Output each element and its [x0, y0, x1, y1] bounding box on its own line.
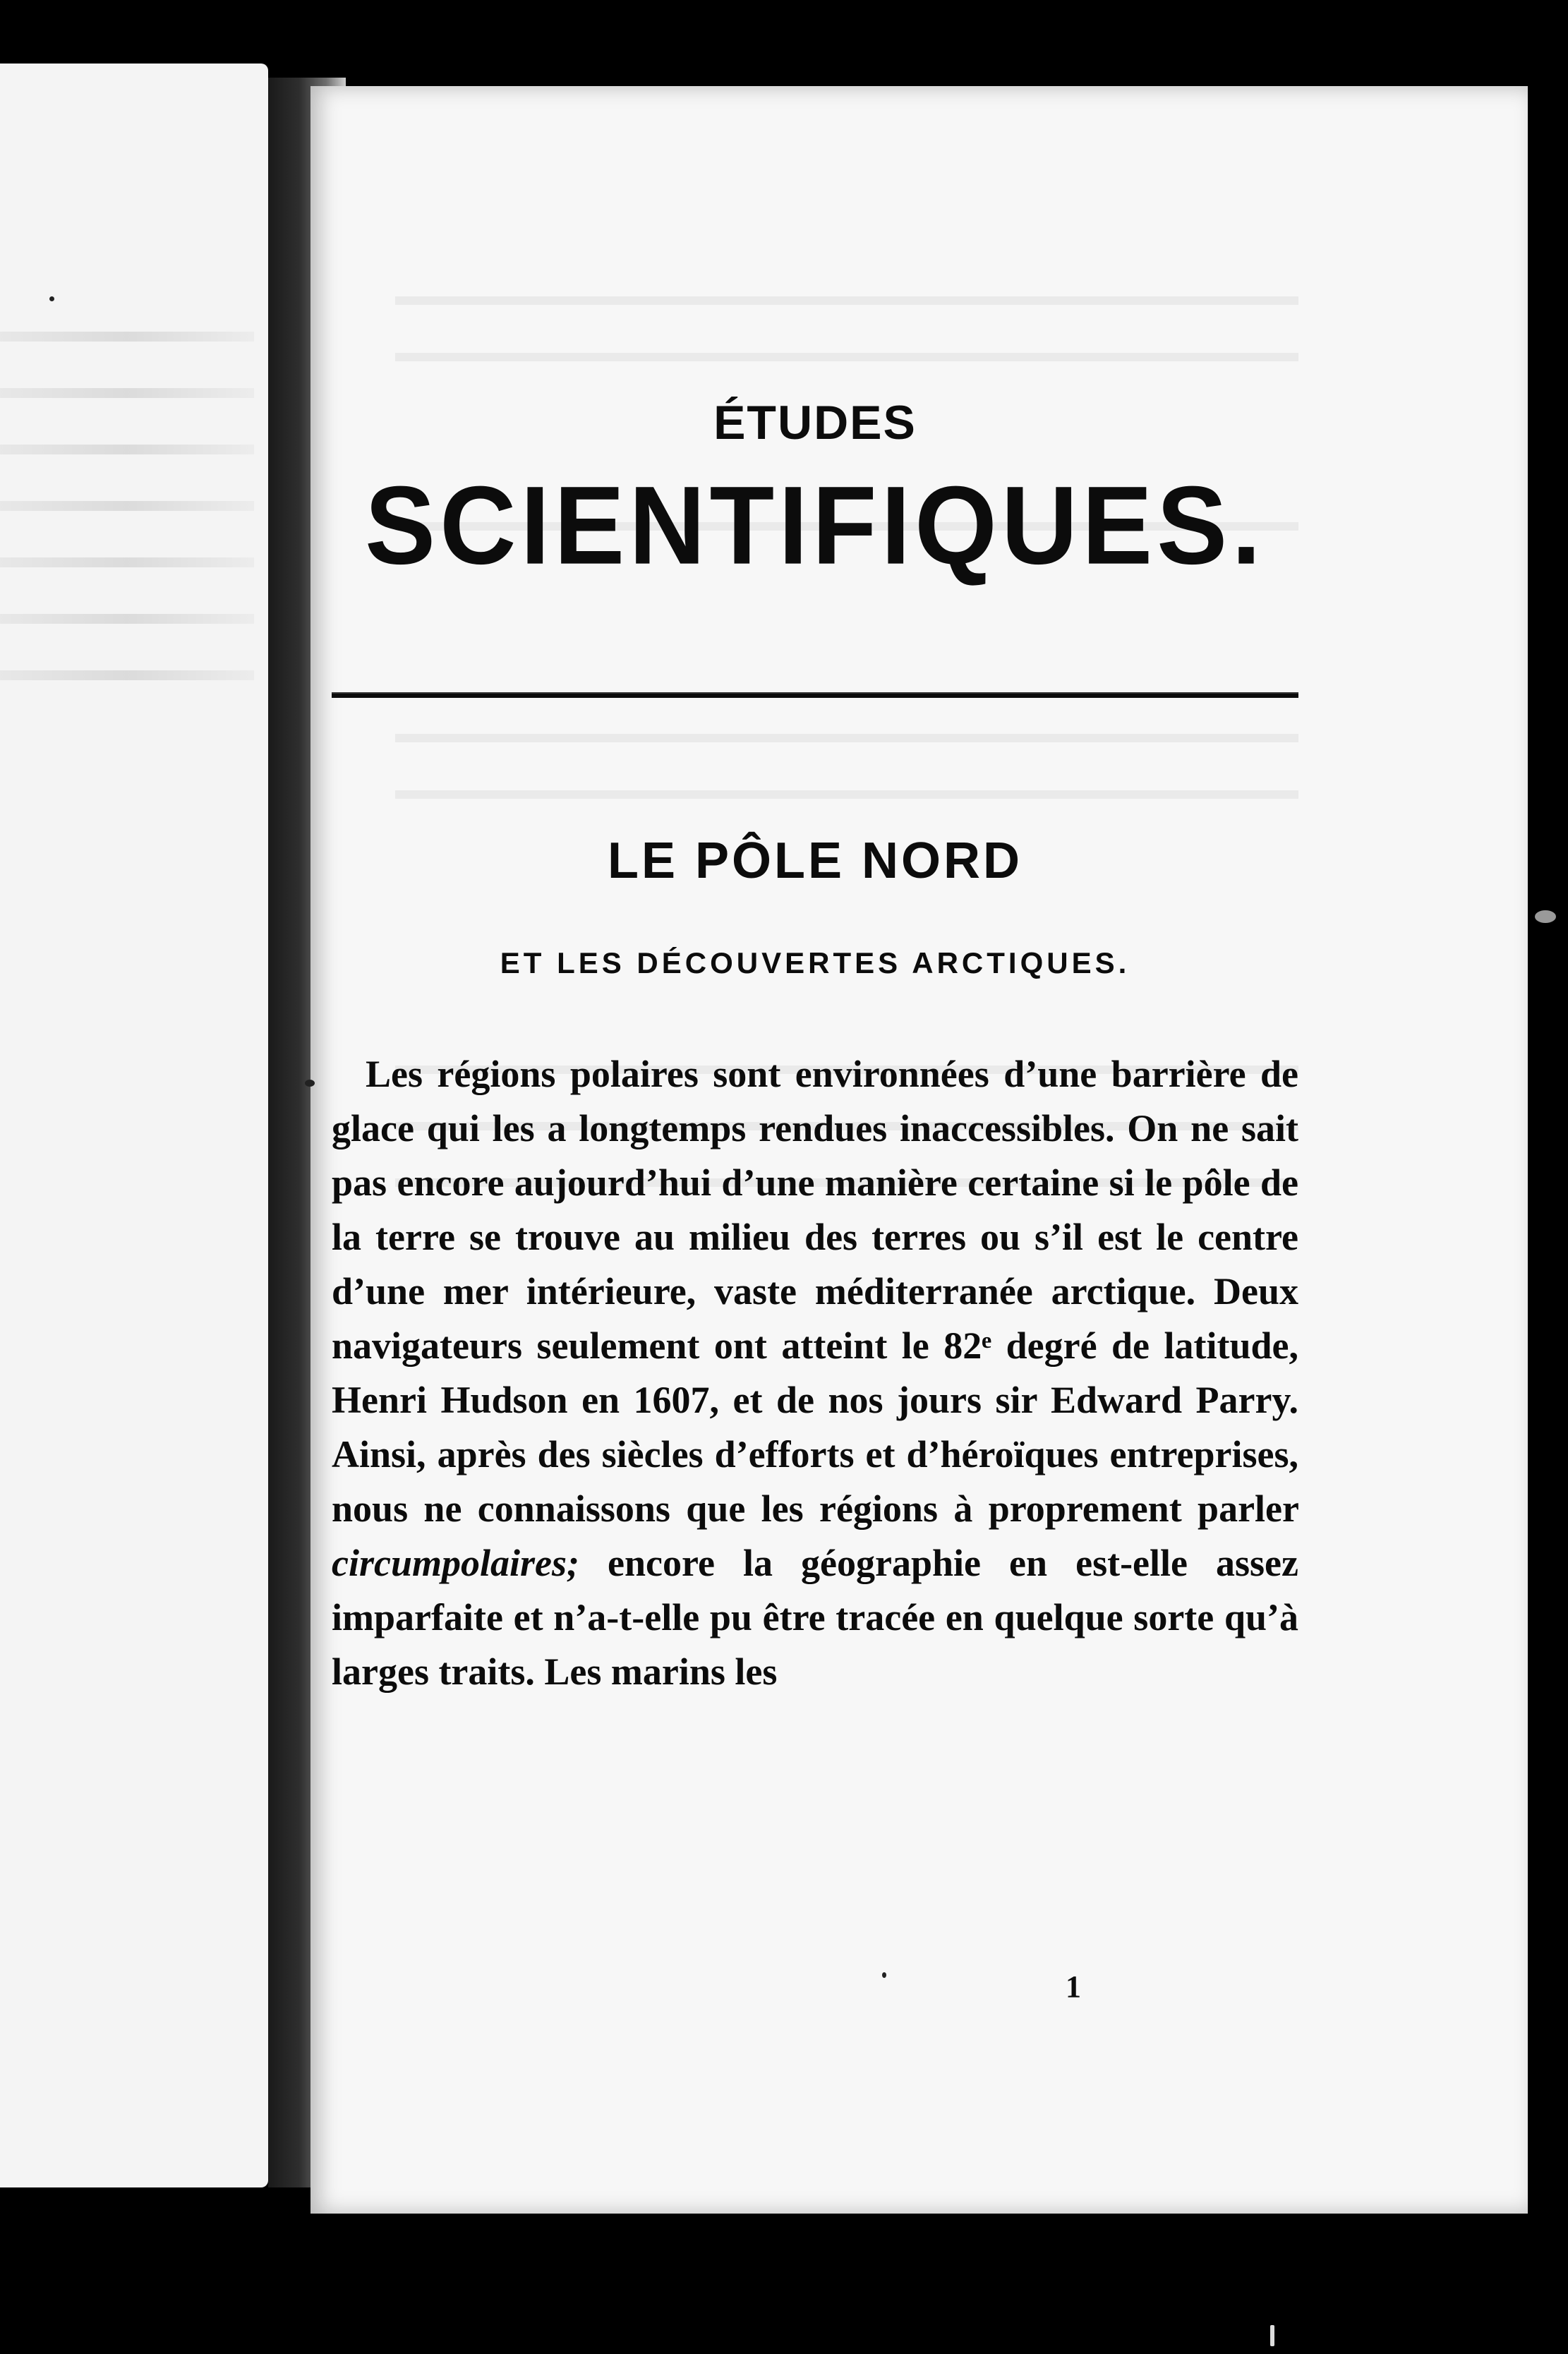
page-content	[332, 395, 1298, 1699]
series-title	[332, 395, 1298, 586]
series-title-line1: ÉTUDES	[713, 396, 917, 449]
series-title-line2: SCIENTIFIQUES.	[365, 462, 1265, 588]
speck	[1535, 910, 1556, 923]
body-text-part2: encore la géographie en est-elle assez imparfaite et n’a-t-elle pu être tracée en quelque sorte qu’à larges traits. Les marins les	[332, 1542, 1298, 1693]
show-through-line	[0, 445, 254, 454]
show-through-line	[0, 670, 254, 680]
chapter-title: LE PÔLE NORD	[607, 833, 1023, 889]
speck	[305, 1080, 315, 1087]
body-text-part1: Les régions polaires sont environnées d’une barrière de glace qui les a longtemps rendues inaccessibles. On ne sait pas encore aujourd’hui d’une manière certaine si le pôle de la terre se trouve au milieu des terres ou s’il est le centre d’une mer intérieure, vaste méditerranée arctique. Deux navigateurs seulement ont atteint le 82ᵉ degré de latitude, Henri Hudson en 1607, et de nos jours sir Edward Parry. Ainsi, après des siècles d’efforts et d’héroïques entreprises, nous ne connaissons que les régions à proprement parler	[332, 1053, 1298, 1530]
speck	[1270, 2325, 1274, 2346]
show-through-line	[395, 353, 1298, 361]
show-through-line	[0, 501, 254, 511]
page-number: 1	[1066, 1969, 1081, 2004]
chapter-subtitle: ET LES DÉCOUVERTES ARCTIQUES.	[500, 946, 1130, 979]
speck	[49, 296, 54, 301]
show-through-line	[0, 614, 254, 624]
show-through-line	[0, 388, 254, 398]
show-through-line	[0, 332, 254, 342]
left-page	[0, 64, 268, 2187]
horizontal-rule	[332, 692, 1298, 698]
show-through-line	[395, 296, 1298, 305]
body-text-italic: circumpolaires;	[332, 1542, 579, 1584]
show-through-line	[0, 557, 254, 567]
body-paragraph	[332, 1047, 1298, 1699]
speck	[882, 1972, 886, 1978]
